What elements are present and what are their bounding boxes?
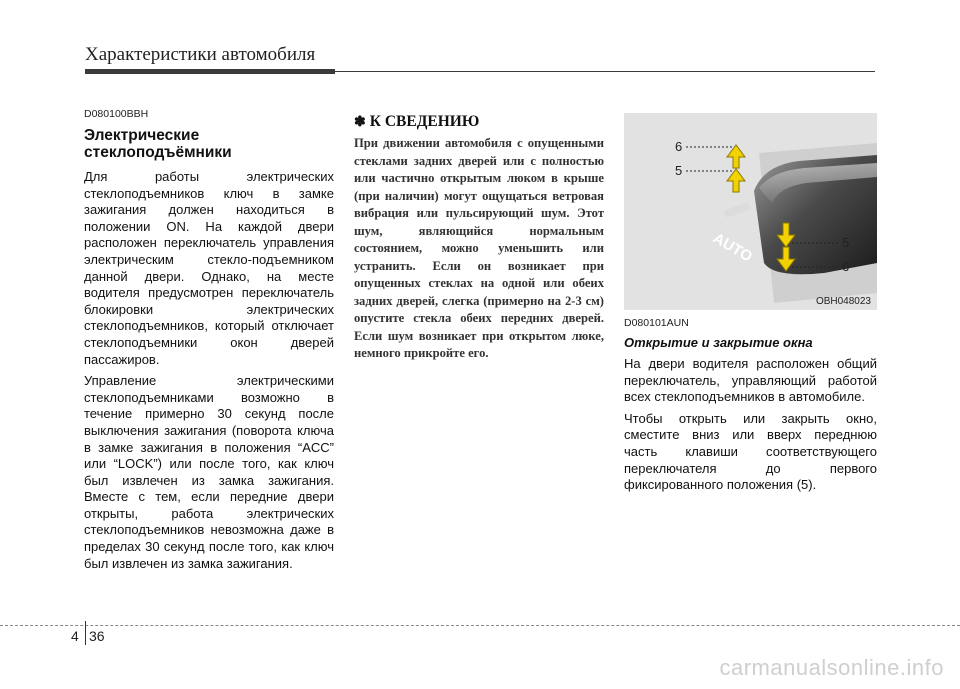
paragraph: Для работы электрических стеклоподъемников ключ в замке зажигания должен находиться в положении ON. На каждой двери расположен переключатель управления электрическим стекло-подъемником данной двери. Однако, на месте водителя предусмотрен переключатель блокировки электрических стеклоподъемников, который отключает стеклоподъемники окон дверей пассажиров. xyxy=(84,169,334,367)
footer-rule xyxy=(0,625,960,626)
header-rule xyxy=(335,71,875,72)
section-subtitle: Открытие и закрытие окна xyxy=(624,335,813,350)
chapter-number: 4 xyxy=(71,628,79,644)
label-5-bottom: 5 xyxy=(842,235,850,250)
arrow-up-icon xyxy=(727,145,745,168)
header-bar xyxy=(85,69,335,74)
label-5-top: 5 xyxy=(675,163,683,178)
arrow-up-icon xyxy=(727,169,745,192)
note-heading xyxy=(354,113,604,131)
header-title: Характеристики автомобиля xyxy=(85,44,316,65)
label-6-top: 6 xyxy=(675,139,683,154)
note-body: При движении автомобиля с опущенными стеклами задних дверей или с полностью или частично открытым люком в крыше (при наличии) могут ощущаться ветровая вибрация или пульсирующий шум. Этот шум, являющийся нормальным состоянием, можно уменьшить или устранить. Если он возникает при опущенных стеклах на одной или обеих задних дверей, слегка (примерно на 2-3 см) опустите стекла обеих передних дверей. Если шум возникает при открытом люке, немного прикройте его. xyxy=(354,136,604,360)
switch-indicator xyxy=(723,202,750,218)
footer-divider xyxy=(85,621,86,645)
section-title: Электрические стеклоподъёмники xyxy=(84,127,232,161)
note-title: К СВЕДЕНИЮ xyxy=(369,113,480,130)
figure-code: OBH048023 xyxy=(815,296,871,307)
column-left xyxy=(84,108,334,577)
switch-auto-label: AUTO xyxy=(710,229,756,266)
window-switch-illustration xyxy=(624,113,877,310)
section-code: D080100BBH xyxy=(84,108,149,120)
paragraph: Чтобы открыть или закрыть окно, сместите вниз или вверх переднюю часть клавиши соответствующего переключателя до первого фиксированного положения (5). xyxy=(624,410,877,493)
watermark-text: carmanualsonline.info xyxy=(719,655,944,680)
label-6-bottom: 6 xyxy=(842,259,850,274)
page-number: 36 xyxy=(89,628,105,644)
column-middle xyxy=(354,113,604,363)
paragraph: На двери водителя расположен общий переключатель, управляющий работой всех стеклоподъемников в автомобиле. xyxy=(624,356,877,405)
paragraph: Управление электрическими стеклоподъемниками возможно в течение примерно 30 секунд после выключения зажигания (поворота ключа в замке зажигания в положения “ACC” или “LOCK”) или после того, как ключ был извлечен из замка зажигания. Вместе с тем, если передние двери открыты, работа электрических стеклоподъемников невозможна даже в пределах 30 секунд после того, как ключ был извлечен из замка зажигания. xyxy=(84,373,334,571)
window-switch-figure xyxy=(624,113,877,310)
column-right xyxy=(624,113,877,499)
section-code: D080101AUN xyxy=(624,317,689,329)
note-star-icon: ✽ xyxy=(354,114,366,130)
